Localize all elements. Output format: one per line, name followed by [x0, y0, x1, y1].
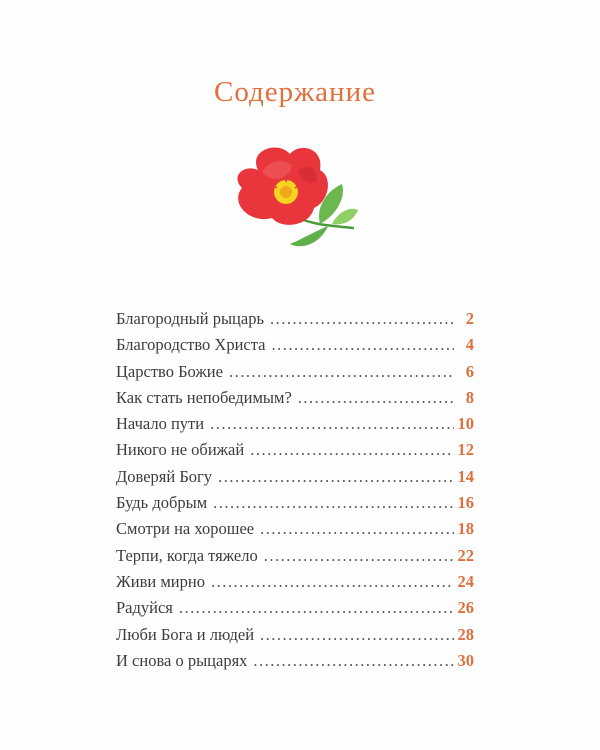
toc-entry-title: Терпи, когда тяжело: [116, 545, 258, 565]
toc-leader-dots: [264, 546, 454, 566]
toc-entry-page: 10: [457, 414, 474, 434]
toc-leader-dots: [229, 362, 454, 382]
toc-entry[interactable]: [116, 362, 474, 388]
toc-entry[interactable]: [116, 388, 474, 414]
toc-entry-title: Люби Бога и людей: [116, 624, 255, 644]
toc-entry[interactable]: [116, 598, 474, 624]
toc-entry[interactable]: [116, 335, 474, 361]
toc-entry-page: 16: [457, 493, 474, 513]
toc-entry-page: 2: [465, 309, 474, 328]
toc-entry[interactable]: [116, 467, 474, 493]
red-flower-icon: [228, 140, 363, 252]
toc-entry[interactable]: [116, 414, 474, 440]
toc-entry-page: 18: [457, 519, 474, 539]
toc-leader-dots: [260, 519, 453, 539]
toc-entry[interactable]: [116, 309, 474, 335]
toc-entry[interactable]: [116, 572, 474, 598]
toc-entry-page: 22: [457, 545, 474, 565]
toc-entry-page: 26: [457, 598, 474, 618]
toc-leader-dots: [250, 440, 453, 460]
toc-entry-page: 4: [465, 335, 474, 355]
toc-leader-dots: [298, 388, 454, 408]
toc-entry-page: 24: [457, 571, 474, 591]
toc-leader-dots: [271, 335, 454, 355]
toc-entry-title: Доверяй Богу: [116, 466, 213, 486]
toc-entry-title: Смотри на хорошее: [116, 519, 255, 539]
toc-entry-page: 28: [457, 624, 474, 644]
toc-entry-page: 12: [457, 440, 474, 460]
toc-leader-dots: [253, 651, 453, 671]
toc-entry-title: Живи мирно: [116, 571, 205, 591]
toc-entry-title: Благородный рыцарь: [116, 309, 264, 328]
toc-entry-page: 8: [465, 387, 474, 407]
toc-entry-title: Начало пути: [116, 414, 205, 434]
toc-entry-page: 6: [465, 361, 474, 381]
toc-entry-page: 30: [457, 650, 474, 670]
toc-entry[interactable]: [116, 519, 474, 545]
toc-leader-dots: [211, 572, 454, 592]
toc-leader-dots: [260, 625, 453, 645]
toc-entry-title: Как стать непобедимым?: [116, 387, 292, 407]
toc-entry-title: Будь добрым: [116, 493, 208, 513]
toc-entry-title: Никого не обижай: [116, 440, 245, 460]
toc-entry[interactable]: [116, 625, 474, 651]
toc-leader-dots: [210, 414, 453, 434]
toc-entry-title: Благородство Христа: [116, 335, 266, 355]
toc-leader-dots: [270, 309, 454, 329]
toc-entry-title: И снова о рыцарях: [116, 650, 248, 670]
toc-entry-page: 14: [457, 466, 474, 486]
toc-entry-title: Радуйся: [116, 598, 173, 618]
table-of-contents: [116, 309, 474, 677]
toc-leader-dots: [213, 493, 453, 513]
page-title: Содержание: [214, 76, 376, 108]
toc-entry-title: Царство Божие: [116, 361, 223, 381]
toc-entry[interactable]: [116, 546, 474, 572]
toc-entry[interactable]: [116, 440, 474, 466]
toc-entry[interactable]: [116, 651, 474, 677]
toc-leader-dots: [179, 598, 454, 618]
toc-entry[interactable]: [116, 493, 474, 519]
toc-leader-dots: [218, 467, 453, 487]
